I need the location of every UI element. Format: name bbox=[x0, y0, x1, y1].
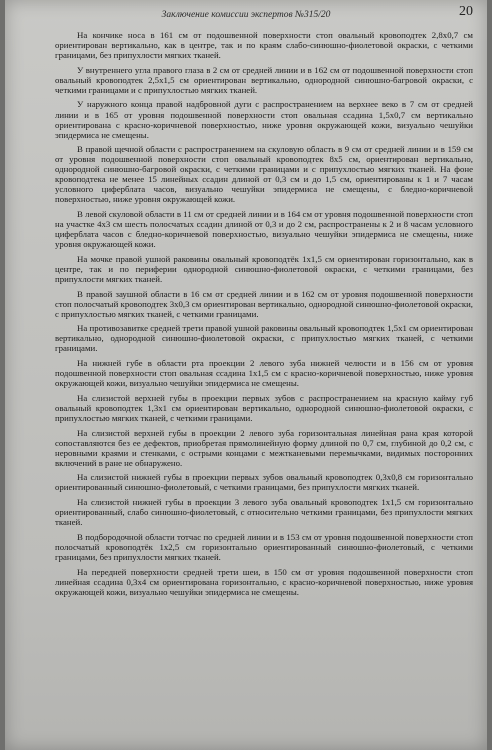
paragraph: На слизистой нижней губы в проекции 3 левого зуба овальный кровоподтек 1х1,5 см горизонтально ориентированный, слабо синюшно-фиолетовый, с относительно четкими границами, без припухлости мягких тканей. bbox=[55, 497, 473, 528]
paragraph: На слизистой верхней губы в проекции 2 левого зуба горизонтальная линейная рана края которой сопоставляются без ее дефектов, приобретая прямолинейную форму длиной по 0,7 см, глубиной до 0,2 см, с неровными краями и стенками, с острыми концами с межтканевыми перемычками, видимых посторонних включений в ране не обнаружено. bbox=[55, 427, 473, 468]
paragraph: На мочке правой ушной раковины овальный кровоподтёк 1х1,5 см ориентирован горизонтально, как в центре, так и по периферии однородной синюшно-фиолетовой окраски, с четкими границами, без припухлости мягких тканей. bbox=[55, 253, 473, 284]
page-header-title: Заключение комиссии экспертов №315/20 bbox=[161, 10, 331, 20]
paragraph: У наружного конца правой надбровной дуги с распространением на верхнее веко в 7 см от средней линии и в 165 от уровня подошвенной поверхности стоп овальная ссадина 1,5х0,7 см вертикально ориентирована с красно-коричневой поверхностью, ниже уровня окружающей кожи, визуально чешуйки эпидермиса не смещены. bbox=[55, 99, 473, 140]
page-number: 20 bbox=[459, 4, 473, 19]
paragraph: В правой заушной области в 16 см от средней линии и в 162 см от уровня подошвенной поверхности стоп полосчатый кровоподтек 3х0,3 см ориентирован вертикально, однородной синюшно-фиолетовой окраски, с припухлостью мягких тканей, с четкими границами. bbox=[55, 288, 473, 319]
document-body bbox=[55, 30, 473, 601]
paragraph: В правой щечной области с распространением на скуловую область в 9 см от средней линии и в 159 см от уровня подошвенной поверхности стоп овальный кровоподтек 8х5 см, ориентирован вертикально, однородной синюшно-багровой окраски, с четкими границами и с припухлостью мягких тканей. На фоне кровоподтека не менее 15 линейных ссадин длиной от 0,3 см и до 1,5 см, ориентированы к 1 и 7 часам условного циферблата часов, визуально чешуйки эпидермиса не смещены, с бледно-коричневой поверхностью, ниже уровня окружающей кожи. bbox=[55, 144, 473, 205]
paragraph: В левой скуловой области в 11 см от средней линии и в 164 см от уровня подошвенной поверхности стоп на участке 4х3 см шесть полосчатых ссадин длиной от 0,3 и до 2 см, распространены к 2 и 8 часам условного циферблата часов с бледно-коричневой поверхностью, визуально чешуйки эпидермиса не смещены, ниже уровня окружающей кожи. bbox=[55, 209, 473, 250]
paragraph: На слизистой верхней губы в проекции первых зубов с распространением на красную кайму губ овальный кровоподтек 1,3х1 см ориентирован вертикально, однородной синюшно-фиолетовой окраски, с припухлостью мягких тканей, с четкими границами. bbox=[55, 392, 473, 423]
paragraph: В подбородочной области тотчас по средней линии и в 153 см от уровня подошвенной поверхности стоп полосчатый кровоподтёк 1х2,5 см горизонтально ориентированный синюшно-фиолетовый, с четкими границами, без припухлости мягких тканей. bbox=[55, 531, 473, 562]
paragraph: На кончике носа в 161 см от подошвенной поверхности стоп овальный кровоподтек 2,8х0,7 см ориентирован вертикально, как в центре, так и по краям слабо-синюшно-фиолетовой окраски, с четкими границами, без припухлости мягких тканей. bbox=[55, 30, 473, 61]
document-page bbox=[5, 0, 487, 750]
paragraph: На слизистой нижней губы в проекции первых зубов овальный кровоподтек 0,3х0,8 см горизонтально ориентированный синюшно-фиолетовый, с четкими границами, без припухлости мягких тканей. bbox=[55, 472, 473, 493]
paragraph: На передней поверхности средней трети шеи, в 150 см от уровня подошвенной поверхности стоп линейная ссадина 0,3х4 см ориентирована горизонтально, с красно-коричневой поверхностью, ниже уровня окружающей кожи, визуально чешуйки эпидермиса не смещены. bbox=[55, 566, 473, 597]
paragraph: На противозавитке средней трети правой ушной раковины овальный кровоподтек 1,5х1 см ориентирован вертикально, однородной синюшно-фиолетовой окраски, с припухлостью мягких тканей, с четкими границами. bbox=[55, 323, 473, 354]
paragraph: У внутреннего угла правого глаза в 2 см от средней линии и в 162 см от подошвенной поверхности стоп овальный кровоподтек 2,5х1,5 см ориентирован вертикально, однородной синюшно-багровой окраски, с четкими границами и с припухлостью мягких тканей. bbox=[55, 64, 473, 95]
paragraph: На нижней губе в области рта проекции 2 левого зуба нижней челюсти и в 156 см от уровня подошвенной поверхности стоп овальная ссадина 1х1,5 см с красно-коричневой поверхностью, ниже уровня окружающей кожи, визуально чешуйки эпидермиса не смещены. bbox=[55, 358, 473, 389]
